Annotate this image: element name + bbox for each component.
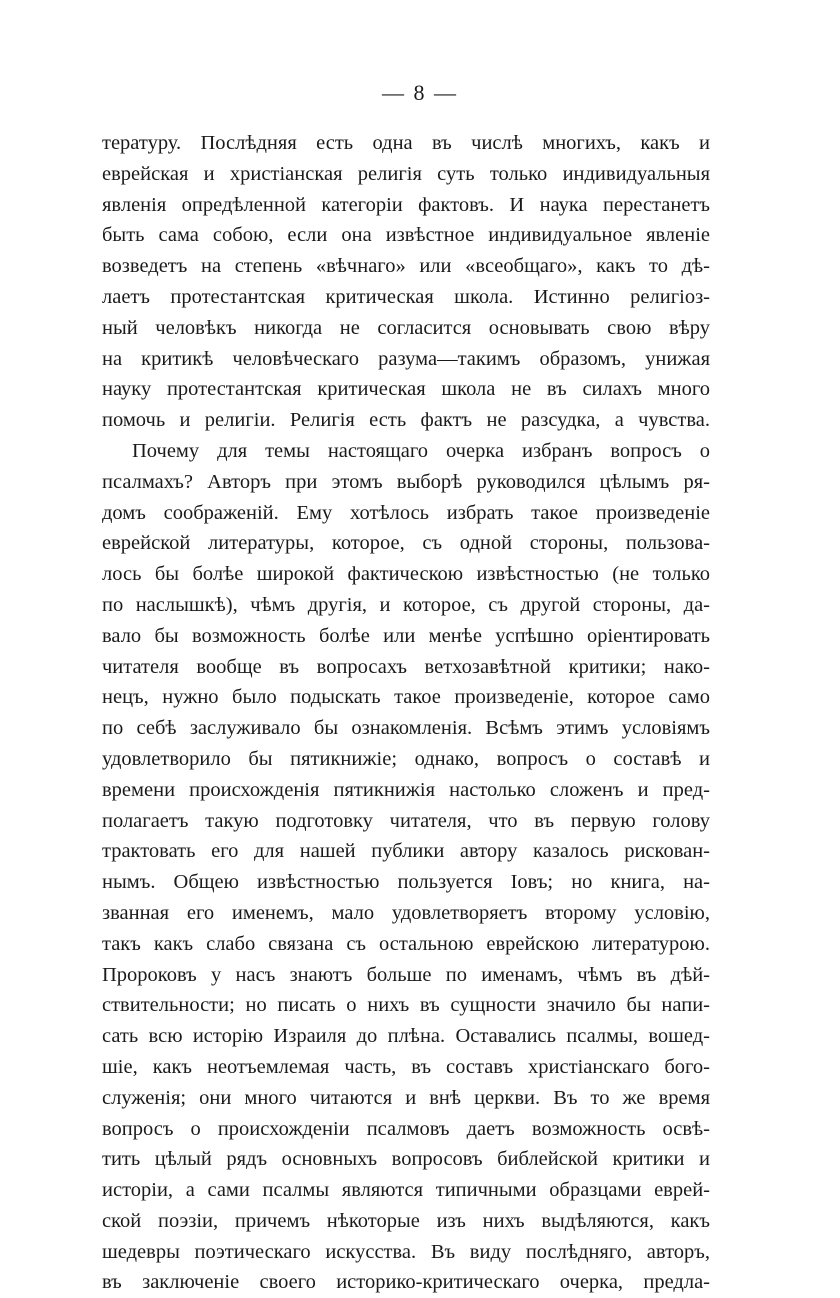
text-line: трактовать его для нашей публики автору казалось рискован-: [102, 840, 710, 863]
text-line: на критикѣ человѣческаго разума—такимъ образомъ, унижая: [102, 347, 710, 370]
text-line: явленія опредѣленной категоріи фактовъ. И наука перестанетъ: [102, 193, 710, 216]
body-text: [102, 128, 710, 1298]
text-line: вало бы возможность болѣе или менѣе успѣшно оріентировать: [102, 624, 710, 647]
text-line: шіе, какъ неотъемлемая часть, въ составъ христіанскаго бого-: [102, 1055, 710, 1078]
text-line: нымъ. Общею извѣстностью пользуется Іовъ; но книга, на-: [102, 871, 710, 894]
text-line: такъ какъ слабо связана съ остальною еврейскою литературою.: [102, 932, 710, 955]
text-line: помочь и религіи. Религія есть фактъ не разсудка, а чувства.: [102, 409, 710, 432]
text-line: читателя вообще въ вопросахъ ветхозавѣтной критики; нако-: [102, 655, 710, 678]
text-line: шедевры поэтическаго искусства. Въ виду послѣдняго, авторъ,: [102, 1240, 710, 1263]
text-line: времени происхожденія пятикнижія настолько сложенъ и пред-: [102, 778, 710, 801]
text-line: служенія; они много читаются и внѣ церкви. Въ то же время: [102, 1086, 710, 1109]
page-number: — 8 —: [382, 80, 458, 105]
text-line: вопросъ о происхожденіи псалмовъ даетъ возможность освѣ-: [102, 1117, 710, 1140]
text-line: тературу. Послѣдняя есть одна въ числѣ многихъ, какъ и: [102, 132, 710, 154]
text-line: Почему для темы настоящаго очерка избранъ вопросъ о: [132, 439, 710, 462]
text-line: науку протестантская критическая школа не въ силахъ много: [102, 378, 710, 401]
text-line: ный человѣкъ никогда не согласится основывать свою вѣру: [102, 316, 710, 339]
text-line: Пророковъ у насъ знаютъ больше по именамъ, чѣмъ въ дѣй-: [102, 963, 710, 986]
text-line: по наслышкѣ), чѣмъ другія, и которое, съ другой стороны, да-: [102, 593, 710, 616]
text-line: исторіи, а сами псалмы являются типичными образцами еврей-: [102, 1179, 710, 1202]
text-line: еврейской литературы, которое, съ одной стороны, пользова-: [102, 532, 710, 555]
text-line: тить цѣлый рядъ основныхъ вопросовъ библейской критики и: [102, 1148, 710, 1171]
text-line: лаетъ протестантская критическая школа. Истинно религіоз-: [102, 285, 710, 308]
text-line: удовлетворило бы пятикнижіе; однако, вопросъ о составѣ и: [102, 747, 710, 770]
text-line: еврейская и христіанская религія суть только индивидуальныя: [102, 162, 710, 185]
text-line: ской поэзіи, причемъ нѣкоторые изъ нихъ выдѣляются, какъ: [102, 1209, 710, 1232]
text-line: возведетъ на степень «вѣчнаго» или «всеобщаго», какъ то дѣ-: [102, 255, 710, 278]
text-line: званная его именемъ, мало удовлетворяетъ второму условію,: [102, 901, 710, 924]
text-line: быть сама собою, если она извѣстное индивидуальное явленіе: [102, 224, 710, 247]
text-line: сать всю исторію Израиля до плѣна. Оставались псалмы, вошед-: [102, 1025, 710, 1048]
text-line: полагаетъ такую подготовку читателя, что въ первую голову: [102, 809, 710, 832]
text-line: по себѣ заслуживало бы ознакомленія. Всѣмъ этимъ условіямъ: [102, 717, 710, 740]
text-line: ствительности; но писать о нихъ въ сущности значило бы напи-: [102, 994, 710, 1017]
text-line: въ заключеніе своего историко-критическаго очерка, предла-: [102, 1271, 710, 1294]
text-line: псалмахъ? Авторъ при этомъ выборѣ руководился цѣлымъ ря-: [102, 470, 710, 493]
text-line: нецъ, нужно было подыскать такое произведеніе, которое само: [102, 686, 710, 709]
text-line: домъ соображеній. Ему хотѣлось избрать такое произведеніе: [102, 501, 710, 524]
text-line: лось бы болѣе широкой фактическою извѣстностью (не только: [102, 563, 710, 586]
